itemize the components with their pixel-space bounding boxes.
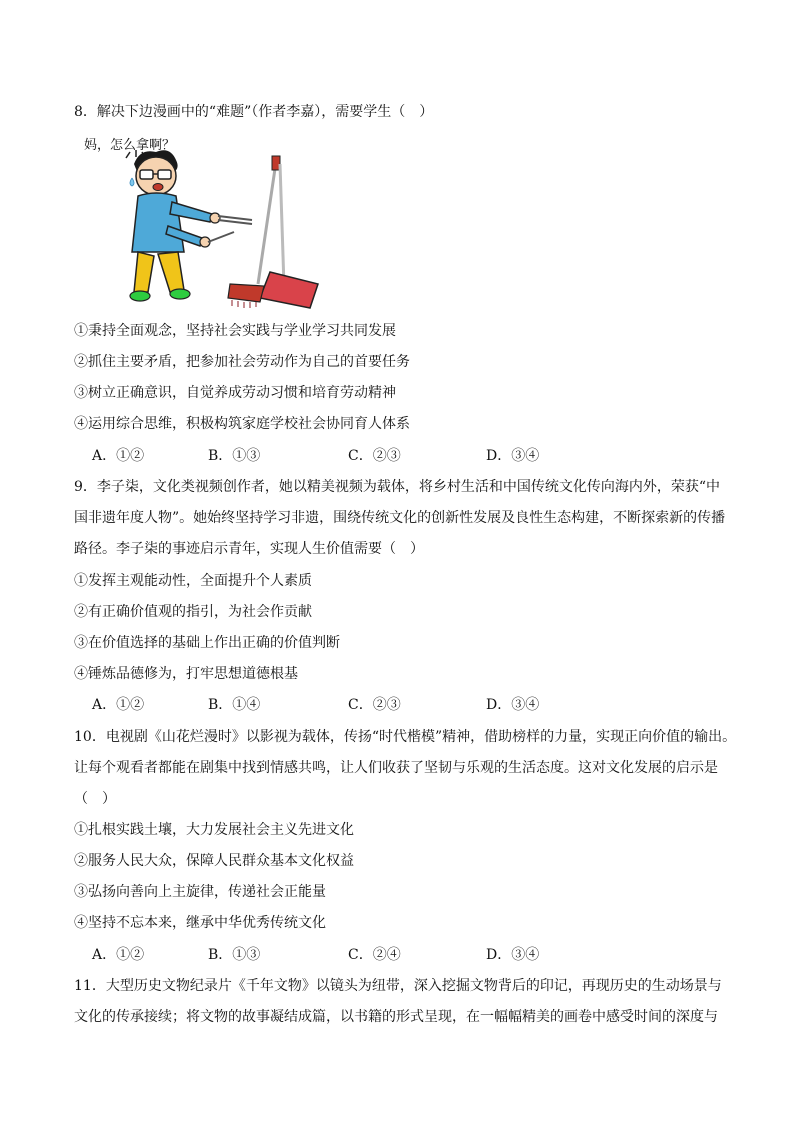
option-a[interactable]: A．①② xyxy=(92,947,145,963)
option-b[interactable]: B．①③ xyxy=(208,947,261,963)
question-8-statement-4: ④运用综合思维，积极构筑家庭学校社会协同育人体系 xyxy=(74,416,410,432)
option-b[interactable]: B．①③ xyxy=(208,448,261,464)
cartoon-drawing xyxy=(84,134,334,312)
option-d[interactable]: D．③④ xyxy=(486,697,540,713)
question-8-statement-1: ①秉持全面观念，坚持社会实践与学业学习共同发展 xyxy=(74,323,396,339)
option-a[interactable]: A．①② xyxy=(92,448,145,464)
option-c[interactable]: C．②③ xyxy=(348,448,401,464)
question-9-statement-4: ④锤炼品德修为，打牢思想道德根基 xyxy=(74,666,298,682)
option-a[interactable]: A．①② xyxy=(92,697,145,713)
question-10-stem-line-1: 10．电视剧《山花烂漫时》以影视为载体，传扬“时代楷模”精神，借助榜样的力量，实现正向价值的输出。 xyxy=(74,729,737,745)
question-9-stem-line-1: 9．李子柒，文化类视频创作者，她以精美视频为载体，将乡村生活和中国传统文化传向海内外，荣获“中 xyxy=(74,479,721,495)
question-8-statement-3: ③树立正确意识，自觉养成劳动习惯和培育劳动精神 xyxy=(74,385,396,401)
question-11-stem-line-2: 文化的传承接续；将文物的故事凝结成篇，以书籍的形式呈现，在一幅幅精美的画卷中感受时间的深度与 xyxy=(74,1009,718,1025)
question-9-statement-3: ③在价值选择的基础上作出正确的价值判断 xyxy=(74,635,340,651)
option-b[interactable]: B．①④ xyxy=(208,697,261,713)
option-c[interactable]: C．②④ xyxy=(348,947,401,963)
cartoon-image xyxy=(84,134,334,312)
option-c[interactable]: C．②③ xyxy=(348,697,401,713)
question-9-stem-line-2: 国非遗年度人物”。她始终坚持学习非遗，围绕传统文化的创新性发展及良性生态构建，不断探索新的传播 xyxy=(74,510,726,526)
question-11-stem-line-1: 11．大型历史文物纪录片《千年文物》以镜头为纽带，深入挖掘文物背后的印记，再现历史的生动场景与 xyxy=(74,978,722,994)
option-d[interactable]: D．③④ xyxy=(486,947,540,963)
question-10-statement-3: ③弘扬向善向上主旋律，传递社会正能量 xyxy=(74,884,326,900)
question-9-statement-2: ②有正确价值观的指引，为社会作贡献 xyxy=(74,604,312,620)
question-9-stem-line-3: 路径。李子柒的事迹启示青年，实现人生价值需要（ ） xyxy=(74,541,424,557)
question-10-statement-1: ①扎根实践土壤，大力发展社会主义先进文化 xyxy=(74,822,354,838)
question-10-stem-line-2: 让每个观看者都能在剧集中找到情感共鸣，让人们收获了坚韧与乐观的生活态度。这对文化发展的启示是 xyxy=(74,760,718,776)
question-10-stem-line-3: （ ） xyxy=(74,791,116,807)
question-10-statement-2: ②服务人民大众，保障人民群众基本文化权益 xyxy=(74,853,354,869)
option-d[interactable]: D．③④ xyxy=(486,448,540,464)
question-10-statement-4: ④坚持不忘本来，继承中华优秀传统文化 xyxy=(74,915,326,931)
question-8-stem: 8．解决下边漫画中的“难题”（作者李嘉），需要学生（ ） xyxy=(74,104,434,120)
question-8-statement-2: ②抓住主要矛盾，把参加社会劳动作为自己的首要任务 xyxy=(74,354,410,370)
cartoon-caption: 妈，怎么拿啊？ xyxy=(84,138,176,153)
question-9-statement-1: ①发挥主观能动性，全面提升个人素质 xyxy=(74,573,312,589)
